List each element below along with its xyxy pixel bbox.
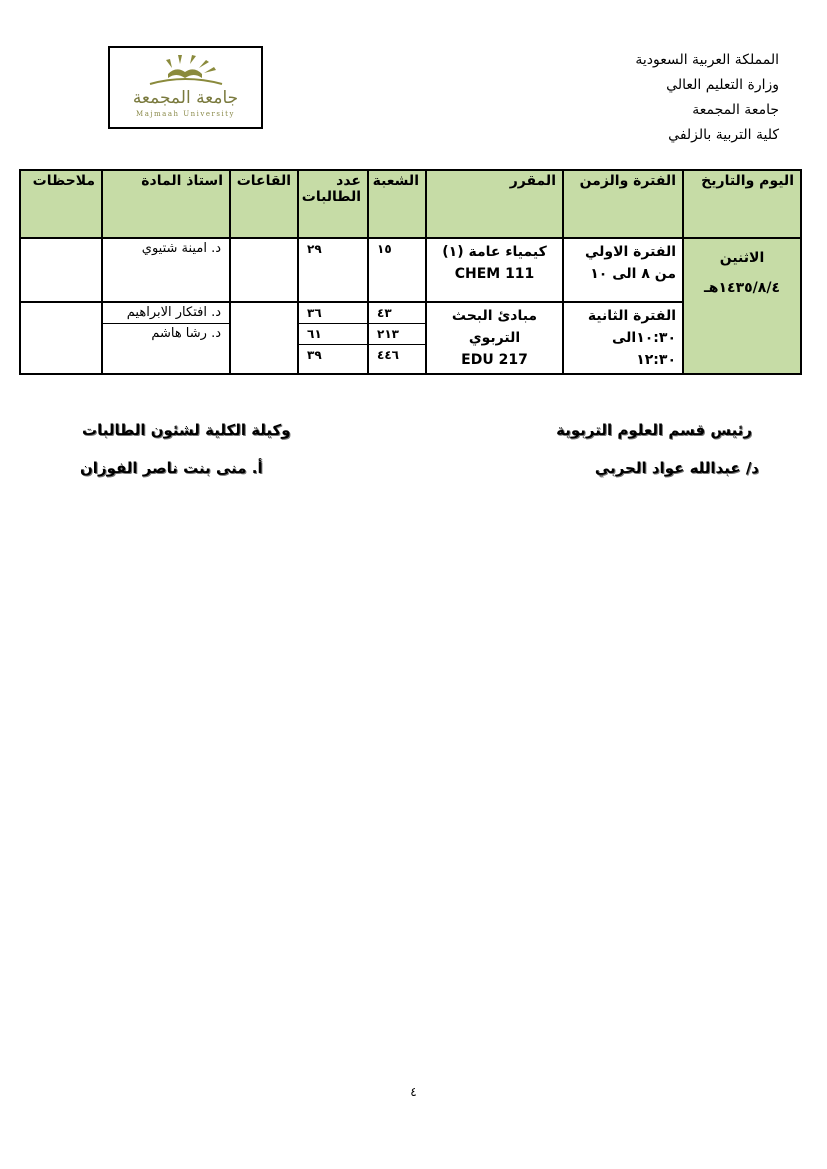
teacher-name: د. رشا هاشم bbox=[103, 323, 229, 344]
table-header-row bbox=[20, 170, 801, 238]
teacher-name: د. امينة شتيوي bbox=[141, 241, 221, 256]
header-line-country: المملكة العربية السعودية bbox=[635, 52, 779, 68]
header-student-count bbox=[298, 170, 368, 238]
period-time-end: ١٢:٣٠ bbox=[636, 352, 676, 368]
header-notes: ملاحظات bbox=[20, 170, 102, 238]
header-count-line1: عدد bbox=[336, 173, 361, 189]
notes-cell bbox=[20, 302, 102, 374]
course-cell bbox=[426, 238, 563, 302]
course-name-cont: التربوي bbox=[468, 330, 521, 346]
institution-header bbox=[635, 48, 779, 148]
header-teacher: استاذ المادة bbox=[102, 170, 230, 238]
header-day-date: اليوم والتاريخ bbox=[683, 170, 801, 238]
table-row bbox=[20, 238, 801, 302]
signature-name-department-head: د/ عبدالله عواد الحربي bbox=[594, 459, 759, 477]
course-code: EDU 217 bbox=[461, 352, 528, 368]
period-label: الفترة الاولي bbox=[584, 244, 676, 260]
signature-title-department-head: رئيس قسم العلوم التربوية bbox=[556, 421, 752, 439]
course-name: مبادئ البحث bbox=[451, 308, 538, 324]
header-section: الشعبة bbox=[368, 170, 426, 238]
rooms-cell bbox=[230, 238, 298, 302]
section-number: ٤٣ bbox=[377, 306, 392, 320]
course-cell bbox=[426, 302, 563, 374]
section-cell bbox=[368, 238, 426, 302]
course-code: CHEM 111 bbox=[454, 266, 535, 282]
logo-arabic-text: جامعة المجمعة bbox=[132, 88, 239, 108]
section-cell bbox=[368, 302, 426, 374]
day-name: الاثنين bbox=[719, 250, 765, 266]
count-cell bbox=[298, 302, 368, 374]
period-time: ١٠:٣٠الى bbox=[611, 330, 676, 346]
student-count: ٢٩ bbox=[307, 242, 322, 256]
period-cell bbox=[563, 238, 683, 302]
signature-name-vice-dean: أ. منى بنت ناصر الفوزان bbox=[80, 459, 263, 477]
teacher-cell bbox=[102, 238, 230, 302]
student-count: ٣٦ bbox=[307, 306, 322, 320]
student-count: ٦١ bbox=[299, 323, 367, 344]
day-date-cell bbox=[683, 238, 801, 374]
student-count: ٣٩ bbox=[299, 344, 367, 365]
teacher-cell bbox=[102, 302, 230, 374]
period-cell bbox=[563, 302, 683, 374]
header-count-line2: الطالبات bbox=[301, 189, 361, 205]
section-number: ٢١٣ bbox=[369, 323, 425, 344]
signature-title-vice-dean: وكيلة الكلية لشئون الطالبات bbox=[82, 421, 291, 439]
notes-cell bbox=[20, 238, 102, 302]
header-line-college: كلية التربية بالزلفي bbox=[668, 127, 779, 143]
header-line-ministry: وزارة التعليم العالي bbox=[666, 77, 779, 93]
university-logo bbox=[108, 46, 263, 129]
section-number: ٤٤٦ bbox=[369, 344, 425, 365]
exam-schedule-table bbox=[19, 169, 802, 375]
course-name: كيمياء عامة (١) bbox=[442, 244, 547, 260]
header-period-time: الفترة والزمن bbox=[563, 170, 683, 238]
count-cell bbox=[298, 238, 368, 302]
header-line-university: جامعة المجمعة bbox=[692, 102, 779, 118]
period-label: الفترة الثانية bbox=[587, 308, 676, 324]
period-time: من ٨ الى ١٠ bbox=[590, 266, 676, 282]
header-course: المقرر bbox=[426, 170, 563, 238]
section-number: ١٥ bbox=[377, 242, 392, 256]
rooms-cell bbox=[230, 302, 298, 374]
header-rooms: القاعات bbox=[230, 170, 298, 238]
day-date: ١٤٣٥/٨/٤هـ bbox=[704, 280, 780, 296]
logo-english-text: Majmaah University bbox=[136, 110, 235, 118]
page-number: ٤ bbox=[410, 1085, 417, 1099]
teacher-name: د. افتكار الابراهيم bbox=[126, 305, 221, 320]
